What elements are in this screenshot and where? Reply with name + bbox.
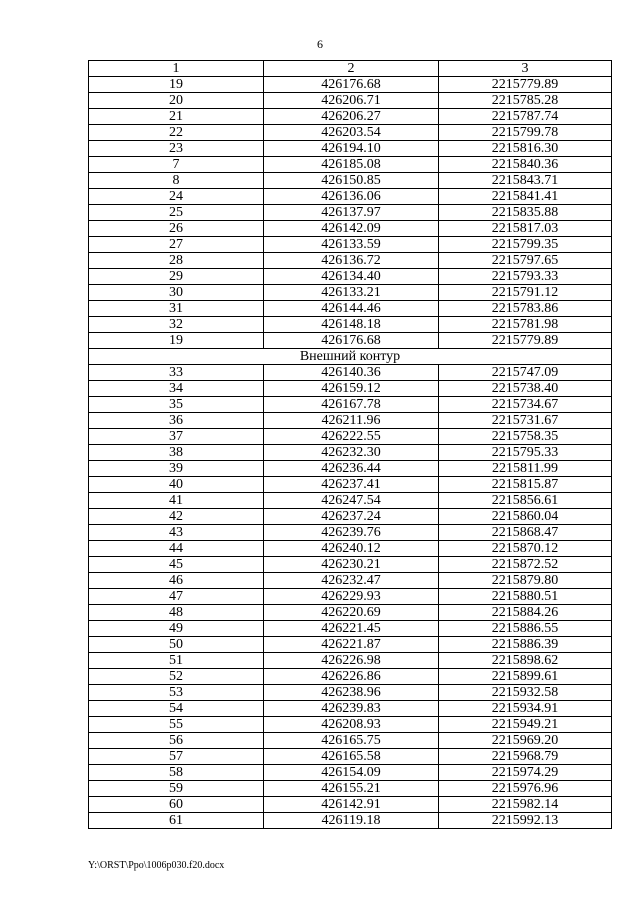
y-coordinate-cell: 2215868.47 <box>439 525 612 541</box>
table-row <box>89 685 612 701</box>
y-coordinate-cell: 2215860.04 <box>439 509 612 525</box>
table-row <box>89 557 612 573</box>
point-number-cell: 29 <box>89 269 264 285</box>
point-number-cell: 7 <box>89 157 264 173</box>
y-coordinate-cell: 2215899.61 <box>439 669 612 685</box>
table-row <box>89 125 612 141</box>
y-coordinate-cell: 2215793.33 <box>439 269 612 285</box>
y-coordinate-cell: 2215841.41 <box>439 189 612 205</box>
table-row <box>89 733 612 749</box>
point-number-cell: 24 <box>89 189 264 205</box>
x-coordinate-cell: 426134.40 <box>264 269 439 285</box>
y-coordinate-cell: 2215835.88 <box>439 205 612 221</box>
x-coordinate-cell: 426148.18 <box>264 317 439 333</box>
point-number-cell: 59 <box>89 781 264 797</box>
y-coordinate-cell: 2215879.80 <box>439 573 612 589</box>
x-coordinate-cell: 426221.87 <box>264 637 439 653</box>
table-row <box>89 365 612 381</box>
y-coordinate-cell: 2215734.67 <box>439 397 612 413</box>
point-number-cell: 33 <box>89 365 264 381</box>
y-coordinate-cell: 2215817.03 <box>439 221 612 237</box>
y-coordinate-cell: 2215872.52 <box>439 557 612 573</box>
point-number-cell: 20 <box>89 93 264 109</box>
point-number-cell: 23 <box>89 141 264 157</box>
x-coordinate-cell: 426206.27 <box>264 109 439 125</box>
y-coordinate-cell: 2215884.26 <box>439 605 612 621</box>
table-row <box>89 525 612 541</box>
y-coordinate-cell: 2215932.58 <box>439 685 612 701</box>
table-row <box>89 301 612 317</box>
y-coordinate-cell: 2215758.35 <box>439 429 612 445</box>
point-number-cell: 45 <box>89 557 264 573</box>
x-coordinate-cell: 426222.55 <box>264 429 439 445</box>
table-row <box>89 221 612 237</box>
point-number-cell: 61 <box>89 813 264 829</box>
x-coordinate-cell: 426133.59 <box>264 237 439 253</box>
point-number-cell: 34 <box>89 381 264 397</box>
x-coordinate-cell: 426221.45 <box>264 621 439 637</box>
table-row <box>89 333 612 349</box>
table-row <box>89 141 612 157</box>
y-coordinate-cell: 2215781.98 <box>439 317 612 333</box>
point-number-cell: 60 <box>89 797 264 813</box>
y-coordinate-cell: 2215840.36 <box>439 157 612 173</box>
table-row <box>89 509 612 525</box>
point-number-cell: 47 <box>89 589 264 605</box>
y-coordinate-cell: 2215969.20 <box>439 733 612 749</box>
point-number-cell: 52 <box>89 669 264 685</box>
table-row <box>89 77 612 93</box>
point-number-cell: 19 <box>89 77 264 93</box>
point-number-cell: 19 <box>89 333 264 349</box>
y-coordinate-cell: 2215886.55 <box>439 621 612 637</box>
x-coordinate-cell: 426136.72 <box>264 253 439 269</box>
point-number-cell: 27 <box>89 237 264 253</box>
table-row <box>89 237 612 253</box>
point-number-cell: 36 <box>89 413 264 429</box>
point-number-cell: 31 <box>89 301 264 317</box>
y-coordinate-cell: 2215797.65 <box>439 253 612 269</box>
y-coordinate-cell: 2215731.67 <box>439 413 612 429</box>
point-number-cell: 49 <box>89 621 264 637</box>
coordinates-table <box>88 60 612 829</box>
x-coordinate-cell: 426136.06 <box>264 189 439 205</box>
table-row <box>89 109 612 125</box>
y-coordinate-cell: 2215747.09 <box>439 365 612 381</box>
x-coordinate-cell: 426119.18 <box>264 813 439 829</box>
x-coordinate-cell: 426211.96 <box>264 413 439 429</box>
table-row <box>89 477 612 493</box>
point-number-cell: 25 <box>89 205 264 221</box>
point-number-cell: 8 <box>89 173 264 189</box>
table-row <box>89 445 612 461</box>
table-header-row <box>89 61 612 77</box>
y-coordinate-cell: 2215815.87 <box>439 477 612 493</box>
table-row <box>89 285 612 301</box>
column-number-cell: 2 <box>264 61 439 77</box>
x-coordinate-cell: 426230.21 <box>264 557 439 573</box>
table-row <box>89 797 612 813</box>
x-coordinate-cell: 426232.30 <box>264 445 439 461</box>
x-coordinate-cell: 426142.91 <box>264 797 439 813</box>
point-number-cell: 55 <box>89 717 264 733</box>
x-coordinate-cell: 426240.12 <box>264 541 439 557</box>
point-number-cell: 48 <box>89 605 264 621</box>
y-coordinate-cell: 2215738.40 <box>439 381 612 397</box>
table-row <box>89 781 612 797</box>
x-coordinate-cell: 426208.93 <box>264 717 439 733</box>
y-coordinate-cell: 2215934.91 <box>439 701 612 717</box>
y-coordinate-cell: 2215870.12 <box>439 541 612 557</box>
y-coordinate-cell: 2215785.28 <box>439 93 612 109</box>
x-coordinate-cell: 426167.78 <box>264 397 439 413</box>
file-path-footer: Y:\ORST\Ppo\1006p030.f20.docx <box>88 860 225 871</box>
y-coordinate-cell: 2215886.39 <box>439 637 612 653</box>
table-row <box>89 717 612 733</box>
x-coordinate-cell: 426155.21 <box>264 781 439 797</box>
point-number-cell: 35 <box>89 397 264 413</box>
x-coordinate-cell: 426206.71 <box>264 93 439 109</box>
x-coordinate-cell: 426237.24 <box>264 509 439 525</box>
x-coordinate-cell: 426185.08 <box>264 157 439 173</box>
y-coordinate-cell: 2215843.71 <box>439 173 612 189</box>
x-coordinate-cell: 426236.44 <box>264 461 439 477</box>
table-row <box>89 205 612 221</box>
x-coordinate-cell: 426203.54 <box>264 125 439 141</box>
table-row <box>89 429 612 445</box>
x-coordinate-cell: 426226.86 <box>264 669 439 685</box>
y-coordinate-cell: 2215799.35 <box>439 237 612 253</box>
point-number-cell: 30 <box>89 285 264 301</box>
x-coordinate-cell: 426159.12 <box>264 381 439 397</box>
x-coordinate-cell: 426232.47 <box>264 573 439 589</box>
x-coordinate-cell: 426176.68 <box>264 77 439 93</box>
point-number-cell: 21 <box>89 109 264 125</box>
table-row <box>89 157 612 173</box>
y-coordinate-cell: 2215880.51 <box>439 589 612 605</box>
point-number-cell: 43 <box>89 525 264 541</box>
y-coordinate-cell: 2215974.29 <box>439 765 612 781</box>
x-coordinate-cell: 426137.97 <box>264 205 439 221</box>
x-coordinate-cell: 426165.75 <box>264 733 439 749</box>
x-coordinate-cell: 426229.93 <box>264 589 439 605</box>
point-number-cell: 39 <box>89 461 264 477</box>
y-coordinate-cell: 2215787.74 <box>439 109 612 125</box>
table-row <box>89 253 612 269</box>
x-coordinate-cell: 426237.41 <box>264 477 439 493</box>
y-coordinate-cell: 2215811.99 <box>439 461 612 477</box>
table-row <box>89 813 612 829</box>
table-row <box>89 637 612 653</box>
table-row <box>89 573 612 589</box>
x-coordinate-cell: 426247.54 <box>264 493 439 509</box>
point-number-cell: 57 <box>89 749 264 765</box>
table-row <box>89 413 612 429</box>
point-number-cell: 26 <box>89 221 264 237</box>
x-coordinate-cell: 426238.96 <box>264 685 439 701</box>
y-coordinate-cell: 2215968.79 <box>439 749 612 765</box>
table-row <box>89 317 612 333</box>
y-coordinate-cell: 2215779.89 <box>439 77 612 93</box>
table-row <box>89 621 612 637</box>
x-coordinate-cell: 426144.46 <box>264 301 439 317</box>
x-coordinate-cell: 426239.76 <box>264 525 439 541</box>
y-coordinate-cell: 2215982.14 <box>439 797 612 813</box>
table-row <box>89 493 612 509</box>
table-row <box>89 173 612 189</box>
point-number-cell: 44 <box>89 541 264 557</box>
x-coordinate-cell: 426226.98 <box>264 653 439 669</box>
point-number-cell: 32 <box>89 317 264 333</box>
point-number-cell: 56 <box>89 733 264 749</box>
point-number-cell: 51 <box>89 653 264 669</box>
column-number-cell: 1 <box>89 61 264 77</box>
column-number-cell: 3 <box>439 61 612 77</box>
section-row <box>89 349 612 365</box>
table-row <box>89 541 612 557</box>
x-coordinate-cell: 426154.09 <box>264 765 439 781</box>
y-coordinate-cell: 2215949.21 <box>439 717 612 733</box>
table-row <box>89 669 612 685</box>
x-coordinate-cell: 426142.09 <box>264 221 439 237</box>
y-coordinate-cell: 2215816.30 <box>439 141 612 157</box>
y-coordinate-cell: 2215856.61 <box>439 493 612 509</box>
point-number-cell: 54 <box>89 701 264 717</box>
point-number-cell: 38 <box>89 445 264 461</box>
table-row <box>89 589 612 605</box>
y-coordinate-cell: 2215992.13 <box>439 813 612 829</box>
point-number-cell: 40 <box>89 477 264 493</box>
table-row <box>89 269 612 285</box>
table-row <box>89 701 612 717</box>
x-coordinate-cell: 426194.10 <box>264 141 439 157</box>
point-number-cell: 37 <box>89 429 264 445</box>
y-coordinate-cell: 2215898.62 <box>439 653 612 669</box>
x-coordinate-cell: 426239.83 <box>264 701 439 717</box>
table-row <box>89 381 612 397</box>
x-coordinate-cell: 426133.21 <box>264 285 439 301</box>
point-number-cell: 50 <box>89 637 264 653</box>
point-number-cell: 42 <box>89 509 264 525</box>
point-number-cell: 41 <box>89 493 264 509</box>
y-coordinate-cell: 2215783.86 <box>439 301 612 317</box>
point-number-cell: 53 <box>89 685 264 701</box>
table-row <box>89 765 612 781</box>
x-coordinate-cell: 426176.68 <box>264 333 439 349</box>
table-row <box>89 189 612 205</box>
x-coordinate-cell: 426140.36 <box>264 365 439 381</box>
point-number-cell: 46 <box>89 573 264 589</box>
y-coordinate-cell: 2215795.33 <box>439 445 612 461</box>
point-number-cell: 22 <box>89 125 264 141</box>
table-row <box>89 749 612 765</box>
point-number-cell: 28 <box>89 253 264 269</box>
table-row <box>89 653 612 669</box>
x-coordinate-cell: 426165.58 <box>264 749 439 765</box>
section-title: Внешний контур <box>89 349 612 365</box>
y-coordinate-cell: 2215779.89 <box>439 333 612 349</box>
y-coordinate-cell: 2215976.96 <box>439 781 612 797</box>
y-coordinate-cell: 2215791.12 <box>439 285 612 301</box>
table-row <box>89 605 612 621</box>
table-row <box>89 397 612 413</box>
point-number-cell: 58 <box>89 765 264 781</box>
y-coordinate-cell: 2215799.78 <box>439 125 612 141</box>
table-row <box>89 461 612 477</box>
page-number: 6 <box>317 37 323 51</box>
x-coordinate-cell: 426150.85 <box>264 173 439 189</box>
table-row <box>89 93 612 109</box>
x-coordinate-cell: 426220.69 <box>264 605 439 621</box>
